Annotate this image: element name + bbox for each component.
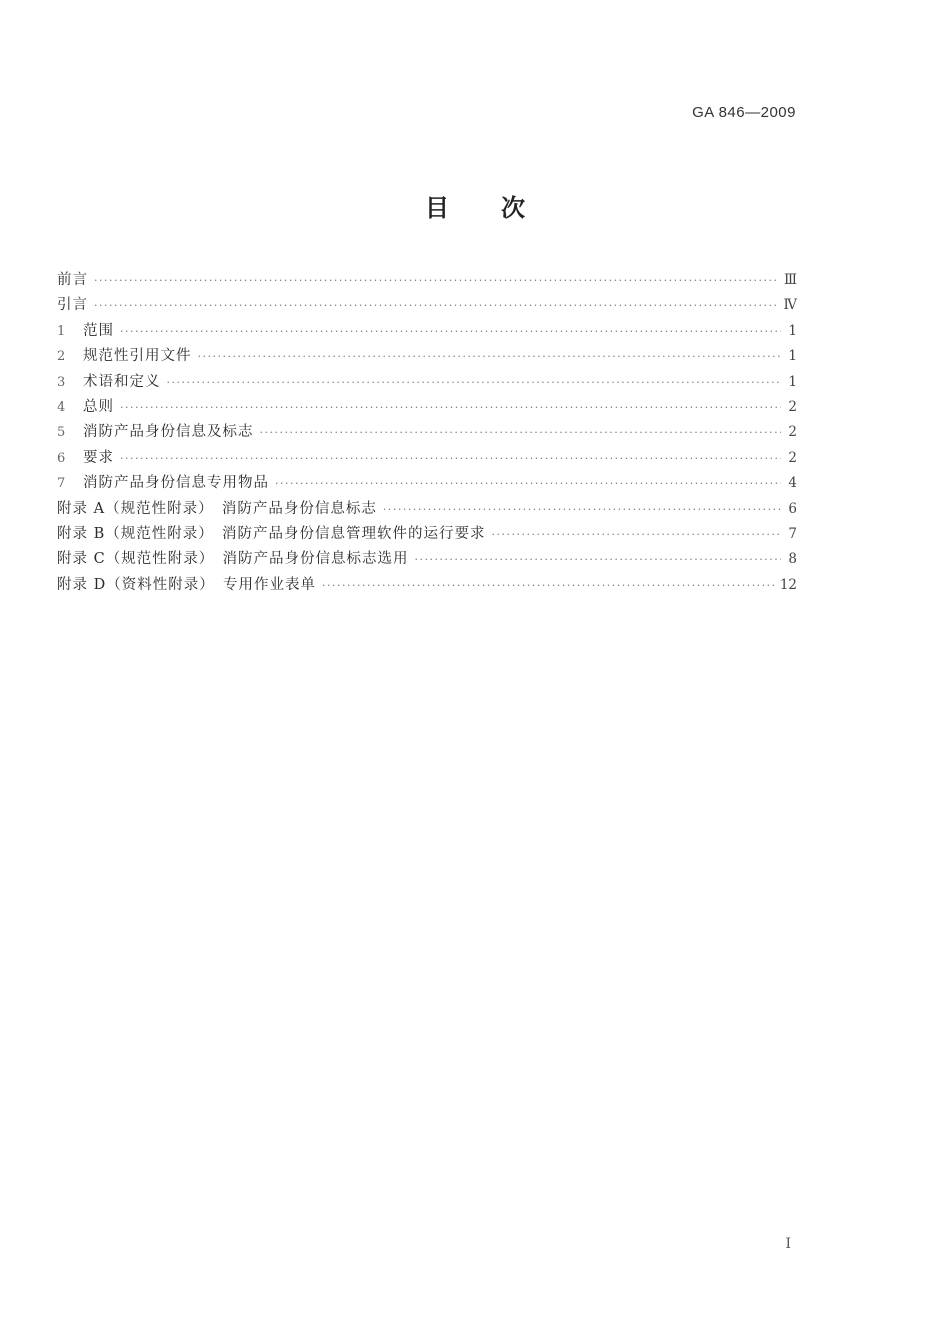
toc-leader-dots xyxy=(322,573,774,598)
toc-entry-introduction[interactable] xyxy=(57,293,797,318)
toc-leader-dots xyxy=(275,471,781,496)
toc-leader-dots xyxy=(167,370,782,395)
toc-leader-dots xyxy=(414,547,781,572)
toc-entry-identity-info-and-marks[interactable] xyxy=(57,420,797,445)
toc-entry-page: 2 xyxy=(788,449,797,466)
toc-entry-general[interactable] xyxy=(57,395,797,420)
toc-entry-page: Ⅳ xyxy=(783,297,797,314)
toc-entry-page: 6 xyxy=(788,500,797,517)
toc-leader-dots xyxy=(198,344,782,369)
toc-leader-dots xyxy=(492,522,781,547)
toc-entry-page: 1 xyxy=(788,322,797,339)
page-title xyxy=(0,188,950,223)
toc-leader-dots xyxy=(120,319,781,344)
toc-entry-label: 附录 B（规范性附录） 消防产品身份信息管理软件的运行要求 xyxy=(57,525,486,542)
toc-entry-label: 范围 xyxy=(83,322,114,339)
toc-leader-dots xyxy=(120,446,781,471)
toc-entry-page: Ⅲ xyxy=(783,272,797,288)
title-char-1: 目 xyxy=(425,194,449,222)
toc-entry-label: 附录 A（规范性附录） 消防产品身份信息标志 xyxy=(57,500,377,517)
toc-entry-requirements[interactable] xyxy=(57,446,797,471)
toc-entry-page: 4 xyxy=(788,475,797,492)
toc-entry-label: 附录 C（规范性附录） 消防产品身份信息标志选用 xyxy=(57,551,409,568)
toc-entry-normative-references[interactable] xyxy=(57,344,797,369)
toc-entry-number: 4 xyxy=(57,399,66,415)
toc-entry-annex-a[interactable] xyxy=(57,497,797,522)
toc-entry-annex-d[interactable] xyxy=(57,573,797,598)
toc-leader-dots xyxy=(120,395,781,420)
toc-entry-number: 5 xyxy=(57,425,66,441)
toc-entry-page: 1 xyxy=(788,373,797,390)
toc-entry-special-items[interactable] xyxy=(57,471,797,496)
toc-entry-label: 消防产品身份信息专用物品 xyxy=(83,475,269,492)
toc-entry-number: 6 xyxy=(57,450,66,466)
toc-entry-terms-definitions[interactable] xyxy=(57,370,797,395)
toc-entry-label: 术语和定义 xyxy=(83,373,161,390)
toc-entry-label: 总则 xyxy=(83,398,114,415)
toc-leader-dots xyxy=(260,420,782,445)
toc-entry-label: 规范性引用文件 xyxy=(83,348,192,365)
toc-leader-dots xyxy=(383,497,781,522)
toc-entry-page: 2 xyxy=(788,398,797,415)
page-number: I xyxy=(785,1236,791,1252)
toc-entry-annex-b[interactable] xyxy=(57,522,797,547)
toc-entry-page: 12 xyxy=(779,576,797,593)
title-char-2: 次 xyxy=(501,194,525,222)
toc-entry-label: 消防产品身份信息及标志 xyxy=(83,424,254,441)
toc-entry-preface[interactable] xyxy=(57,268,797,293)
toc-entry-page: 7 xyxy=(788,525,797,542)
toc-entry-scope[interactable] xyxy=(57,319,797,344)
toc-entry-number: 2 xyxy=(57,349,66,365)
toc-entry-label: 前言 xyxy=(57,272,88,288)
toc-entry-page: 2 xyxy=(788,424,797,441)
toc-entry-number: 3 xyxy=(57,374,66,390)
toc-entry-annex-c[interactable] xyxy=(57,547,797,572)
toc-entry-number: 7 xyxy=(57,476,66,492)
standard-code: GA 846—2009 xyxy=(692,104,796,121)
toc-entry-number: 1 xyxy=(57,323,66,339)
toc-entry-page: 1 xyxy=(788,348,797,365)
toc-entry-page: 8 xyxy=(788,551,797,568)
toc-entry-label: 要求 xyxy=(83,449,114,466)
toc-entry-label: 引言 xyxy=(57,297,88,314)
table-of-contents xyxy=(57,268,797,598)
toc-entry-label: 附录 D（资料性附录） 专用作业表单 xyxy=(57,576,316,593)
toc-leader-dots xyxy=(94,293,778,318)
toc-leader-dots xyxy=(94,268,778,293)
